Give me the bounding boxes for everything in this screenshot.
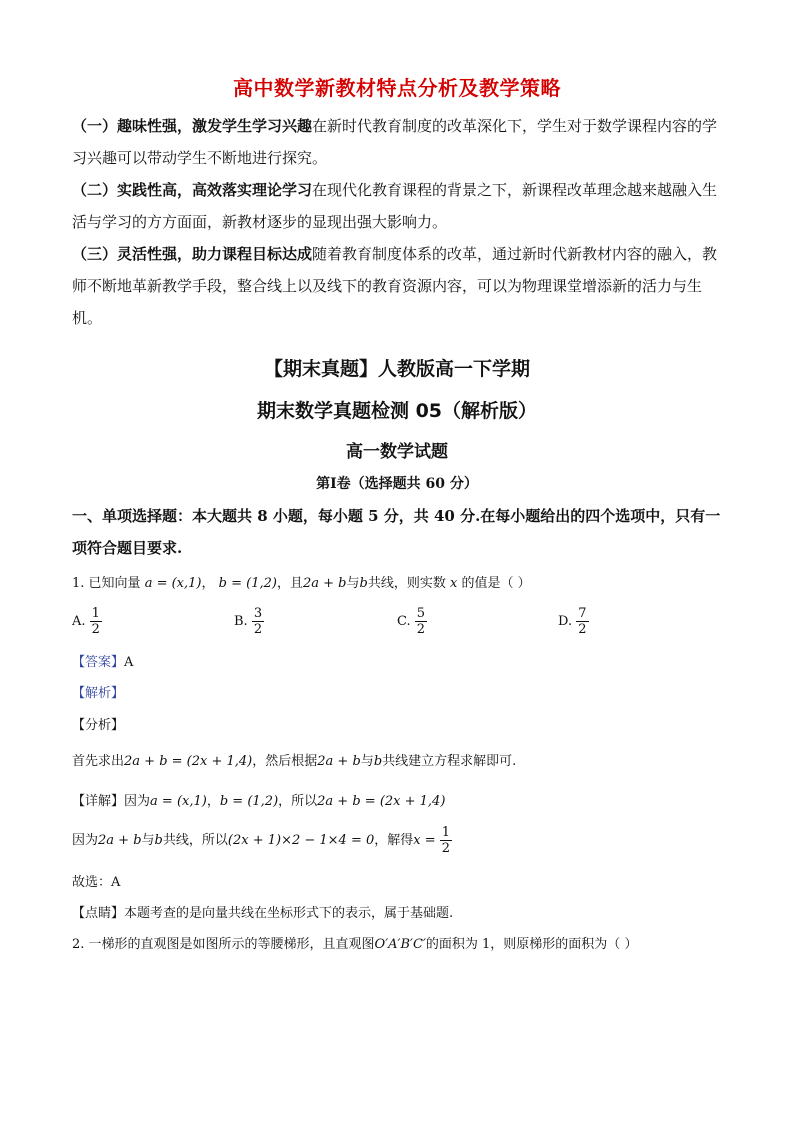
comment-line <box>72 902 453 921</box>
volume-heading: 第Ⅰ卷（选择题共 60 分） <box>316 476 478 492</box>
detail-variable: x = <box>413 833 436 848</box>
frac-num: 1 <box>441 825 451 840</box>
fenxi-text: 与 <box>360 754 374 769</box>
exam-title-line2: 期末数学真题检测 05（解析版） <box>256 400 538 422</box>
exam-title-line1: 【期末真题】人教版高一下学期 <box>263 358 530 380</box>
fenxi-expression: 2a + b = (2x + 1,4) <box>124 754 253 769</box>
q1-stem-text: 与 <box>346 576 360 591</box>
q1-option-a <box>72 606 102 637</box>
detail-vector-a: a = (x,1) <box>150 794 207 809</box>
intro-body-3: 随着教育制度体系的改革，通过新时代新教材内容的融入，教师不断地革新教学手段，整合线上以及线下的教育资源内容，可以为物理课堂增添新的活力与生机。 <box>72 245 718 327</box>
intro-paragraph-2 <box>72 174 724 238</box>
frac-den: 2 <box>91 622 100 637</box>
q1-vector-b-ref: b <box>359 576 368 591</box>
q1-stem-text: ，且 <box>276 576 303 591</box>
option-fraction <box>576 606 588 637</box>
fenxi-text: 共线建立方程求解即可. <box>382 754 517 769</box>
option-fraction <box>90 606 102 637</box>
intro-heading-3: （三）灵活性强，助力课程目标达成 <box>72 245 313 263</box>
frac-num: 7 <box>578 606 587 621</box>
fenxi-text: ，然后根据 <box>252 754 318 769</box>
option-label: B. <box>234 614 248 629</box>
detail-sep: ， <box>206 794 220 809</box>
q1-stem <box>72 572 531 591</box>
intro-body-2: 在现代化教育课程的背景之下，新课程改革理念越来越融入生活与学习的方方面面，新教材逐步的显现出强大影响力。 <box>72 181 718 231</box>
q1-answer <box>72 651 133 670</box>
q2-stem <box>72 933 637 952</box>
detail-line-2 <box>72 825 452 856</box>
answer-tag: 【答案】 <box>72 655 125 670</box>
detail-line <box>72 790 445 809</box>
q1-option-b <box>234 606 264 637</box>
q1-option-d <box>558 606 589 637</box>
intro-paragraph-1 <box>72 110 724 174</box>
q1-vector-a: a = (x,1) <box>144 576 202 591</box>
detail-fraction <box>440 825 452 856</box>
detail-vector-b: b = (1,2) <box>219 794 279 809</box>
frac-den: 2 <box>578 622 587 637</box>
comment-tag: 【点睛】 <box>72 906 125 921</box>
detail-text: ，所以 <box>278 794 318 809</box>
q1-stem-text: 1. 已知向量 <box>72 576 141 591</box>
option-label: A. <box>72 614 86 629</box>
detail-text: 与 <box>141 833 155 848</box>
section-heading: 一、单项选择题：本大题共 8 小题，每小题 5 分，共 40 分.在每小题给出的四个选项中，只有一项符合题目要求. <box>72 507 721 557</box>
frac-num: 3 <box>253 606 263 621</box>
detail-equation: (2x + 1)×2 − 1×4 = 0 <box>227 833 375 848</box>
intro-heading-1: （一）趣味性强，激发学生学习兴趣 <box>72 117 313 135</box>
answer-value: A <box>124 655 134 670</box>
detail-text: 共线，所以 <box>162 833 228 848</box>
fenxi-expression: 2a + b <box>317 754 361 769</box>
fenxi-tag: 【分析】 <box>72 718 125 733</box>
q1-sep: ， <box>201 576 215 591</box>
frac-num: 5 <box>416 606 426 621</box>
analysis-tag: 【解析】 <box>72 686 125 701</box>
detail-tag: 【详解】 <box>72 794 125 809</box>
fenxi-text: 首先求出 <box>72 754 125 769</box>
frac-den: 2 <box>441 841 451 856</box>
option-label: D. <box>558 614 573 629</box>
q1-option-c <box>397 606 427 637</box>
fenxi-line <box>72 750 516 769</box>
intro-paragraph-3 <box>72 238 724 334</box>
q1-stem-text: 共线，则实数 <box>367 576 446 591</box>
q2-stem-text: 2. 一梯形的直观图是如图所示的等腰梯形，且直观图 <box>72 937 375 952</box>
fenxi-vector: b <box>373 754 383 769</box>
comment-text: 本题考查的是向量共线在坐标形式下的表示，属于基础题. <box>124 906 454 921</box>
detail-text: 因为 <box>72 833 99 848</box>
frac-den: 2 <box>253 622 263 637</box>
option-label: C. <box>397 614 411 629</box>
detail-text: 因为 <box>124 794 151 809</box>
q2-figure-name: O′A′B′C′ <box>374 937 426 952</box>
paper-title: 高一数学试题 <box>346 442 448 462</box>
detail-expression: 2a + b = (2x + 1,4) <box>317 794 446 809</box>
detail-text: ，解得 <box>374 833 414 848</box>
q1-stem-text: 的值是（ ） <box>461 576 531 591</box>
q1-variable: x <box>449 576 458 591</box>
frac-num: 1 <box>91 606 100 621</box>
frac-den: 2 <box>416 622 426 637</box>
q2-stem-text: 的面积为 1，则原梯形的面积为（ ） <box>425 937 638 952</box>
option-fraction <box>415 606 427 637</box>
detail-expression: 2a + b <box>98 833 142 848</box>
q1-expression: 2a + b <box>302 576 347 591</box>
option-fraction <box>252 606 264 637</box>
q1-vector-b: b = (1,2) <box>218 576 277 591</box>
detail-vector: b <box>154 833 163 848</box>
choose-line: 故选：A <box>72 875 121 890</box>
document-title: 高中数学新教材特点分析及教学策略 <box>233 76 561 100</box>
intro-heading-2: （二）实践性高，高效落实理论学习 <box>72 181 313 199</box>
intro-body-1: 在新时代教育制度的改革深化下，学生对于数学课程内容的学习兴趣可以带动学生不断地进行探究。 <box>72 117 718 167</box>
